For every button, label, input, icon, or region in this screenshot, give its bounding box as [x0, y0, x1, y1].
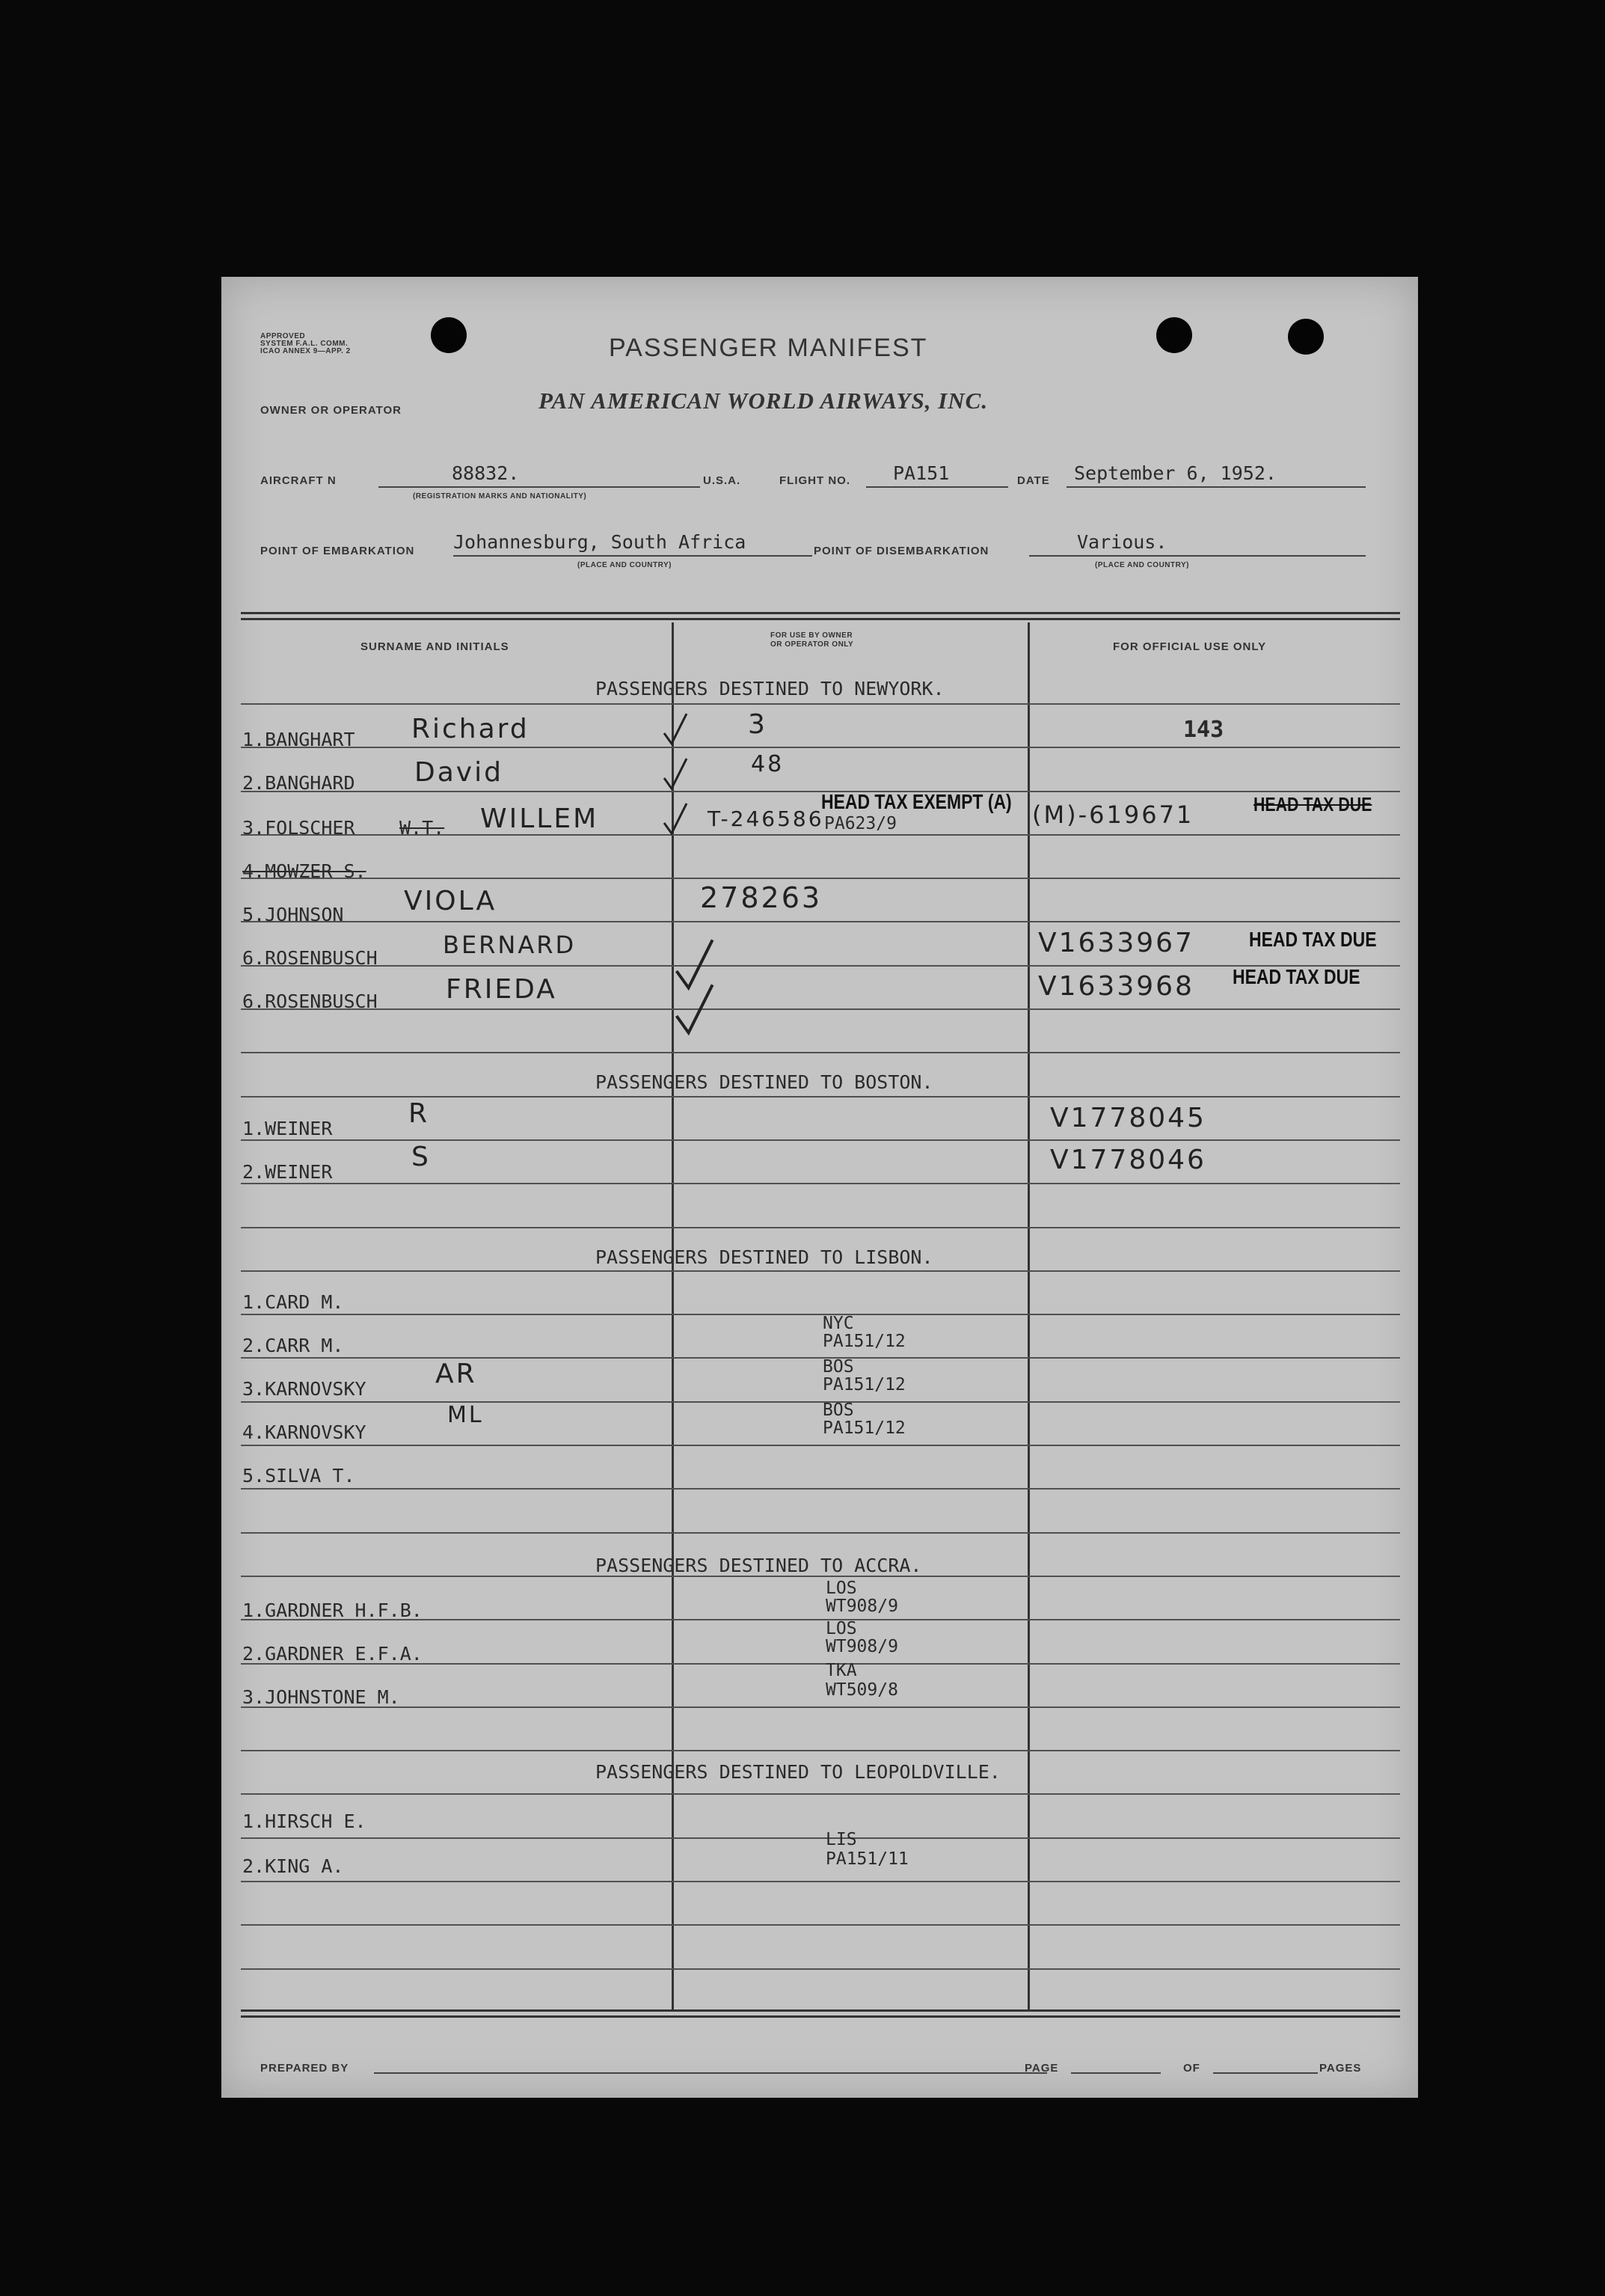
- flight-value: PA151: [893, 462, 950, 484]
- passenger-name: 6.ROSENBUSCH: [242, 991, 378, 1012]
- punch-hole: [431, 317, 467, 353]
- passenger-name: 5.SILVA T.: [242, 1465, 355, 1487]
- ruled-line: [241, 1357, 1400, 1359]
- punch-hole: [1156, 317, 1192, 353]
- handwritten-name: FRIEDA: [446, 974, 557, 1005]
- ruled-line: [241, 1532, 1400, 1534]
- owner-flight-ref: PA151/12: [823, 1375, 906, 1395]
- pages-label: PAGES: [1319, 2062, 1362, 2075]
- passenger-name: 2.BANGHARD: [242, 772, 355, 794]
- passenger-name: 2.WEINER: [242, 1161, 333, 1183]
- column-header-owner-1: FOR USE BY OWNER: [770, 631, 853, 640]
- ruled-line: [241, 1139, 1400, 1141]
- ruled-line: [241, 965, 1400, 967]
- ruled-line: [241, 747, 1400, 748]
- head-tax-exempt-stamp: HEAD TAX EXEMPT (A): [821, 790, 1012, 813]
- head-tax-due-stamp: HEAD TAX DUE: [1233, 965, 1360, 988]
- handwritten-initial: R: [408, 1098, 430, 1129]
- owner-code: 48: [751, 751, 785, 777]
- owner-label: OWNER OR OPERATOR: [260, 404, 402, 417]
- usa-label: U.S.A.: [703, 474, 741, 487]
- passenger-name: 1.CARD M.: [242, 1291, 344, 1313]
- owner-routing: NYC: [823, 1314, 854, 1333]
- date-label: DATE: [1017, 474, 1050, 487]
- embark-label: POINT OF EMBARKATION: [260, 545, 415, 557]
- passenger-name: 2.GARDNER E.F.A.: [242, 1643, 423, 1665]
- prepared-by-label: PREPARED BY: [260, 2062, 349, 2075]
- owner-flight-ref: PA151/11: [826, 1849, 909, 1869]
- handwritten-initials: ML: [447, 1402, 484, 1428]
- handwritten-initial: S: [411, 1142, 431, 1172]
- official-number: V1778046: [1050, 1145, 1206, 1175]
- aircraft-line: [378, 486, 700, 488]
- passenger-name: 3.FOLSCHER: [242, 817, 355, 839]
- passenger-name: 1.WEINER: [242, 1118, 333, 1139]
- handwritten-name: VIOLA: [404, 886, 497, 916]
- ruled-line: [241, 921, 1400, 922]
- owner-routing: TKA: [826, 1661, 857, 1680]
- handwritten-name: David: [414, 757, 503, 788]
- section-header-newyork: PASSENGERS DESTINED TO NEWYORK.: [595, 678, 945, 699]
- head-tax-due-stamp: HEAD TAX DUE: [1249, 928, 1377, 951]
- passenger-name: 2.CARR M.: [242, 1335, 344, 1356]
- official-number: (M)-619671: [1032, 800, 1194, 829]
- ruled-line: [241, 1750, 1400, 1751]
- owner-code: 3: [748, 709, 767, 740]
- ruled-line: [241, 1227, 1400, 1228]
- passenger-name: 2.KING A.: [242, 1855, 344, 1877]
- flight-line: [866, 486, 1008, 488]
- embark-caption: (PLACE AND COUNTRY): [577, 561, 672, 569]
- ruled-line: [241, 1183, 1400, 1184]
- owner-routing: LIS: [826, 1830, 857, 1849]
- owner-flight-ref: WT509/8: [826, 1680, 898, 1700]
- handwritten-name: WILLEM: [480, 803, 599, 834]
- owner-code: 278263: [700, 881, 823, 914]
- owner-ticket-number: T-246586: [708, 806, 824, 831]
- ruled-line: [241, 791, 1400, 792]
- approval-line-2: SYSTEM F.A.L. COMM.: [260, 340, 349, 348]
- ruled-line: [241, 1793, 1400, 1795]
- approval-line-3: ICAO ANNEX 9—APP. 2: [260, 347, 351, 355]
- handwritten-name: BERNARD: [443, 931, 577, 959]
- owner-flight-ref: WT908/9: [826, 1637, 898, 1656]
- approval-line-1: APPROVED: [260, 332, 306, 340]
- embark-value: Johannesburg, South Africa: [453, 531, 746, 553]
- owner-flight-ref: WT908/9: [826, 1597, 898, 1616]
- struck-initials: W.T.: [399, 817, 445, 839]
- ruled-line: [241, 1314, 1400, 1315]
- ruled-line: [241, 1096, 1400, 1098]
- footer-rule: [241, 2009, 1400, 2012]
- date-line: [1067, 486, 1366, 488]
- ruled-line: [241, 1270, 1400, 1272]
- disembark-value: Various.: [1077, 531, 1167, 553]
- owner-routing: LOS: [826, 1619, 857, 1638]
- column-divider: [1028, 622, 1030, 2011]
- section-header-lisbon: PASSENGERS DESTINED TO LISBON.: [595, 1246, 933, 1268]
- check-mark: [660, 711, 690, 748]
- passenger-name: 6.ROSENBUSCH: [242, 947, 378, 969]
- passenger-name: 5.JOHNSON: [242, 904, 344, 925]
- section-header-boston: PASSENGERS DESTINED TO BOSTON.: [595, 1071, 933, 1093]
- aircraft-label: AIRCRAFT N: [260, 474, 337, 487]
- column-header-surname: SURNAME AND INITIALS: [360, 640, 509, 653]
- ruled-line: [241, 1052, 1400, 1053]
- section-header-accra: PASSENGERS DESTINED TO ACCRA.: [595, 1555, 922, 1576]
- punch-hole: [1288, 319, 1324, 355]
- disembark-line: [1029, 555, 1366, 557]
- check-mark: [667, 980, 719, 1040]
- footer-rule: [241, 2015, 1400, 2018]
- ruled-line: [241, 703, 1400, 705]
- head-tax-due-stamp: HEAD TAX DUE: [1253, 793, 1372, 815]
- ruled-line: [241, 1881, 1400, 1882]
- registration-caption: (REGISTRATION MARKS AND NATIONALITY): [413, 492, 587, 500]
- ruled-line: [241, 1968, 1400, 1970]
- flight-label: FLIGHT NO.: [779, 474, 850, 487]
- of-label: OF: [1183, 2062, 1200, 2075]
- embark-line: [453, 555, 812, 557]
- prepared-by-line: [374, 2072, 1047, 2074]
- header-rule: [241, 612, 1400, 614]
- ruled-line: [241, 878, 1400, 879]
- disembark-label: POINT OF DISEMBARKATION: [814, 545, 989, 557]
- handwritten-name: Richard: [411, 714, 530, 744]
- owner-flight-ref: PA623/9: [824, 814, 897, 833]
- passenger-name: 1.HIRSCH E.: [242, 1810, 366, 1832]
- header-rule: [241, 618, 1400, 620]
- official-number: V1633967: [1038, 928, 1194, 958]
- check-mark: [660, 756, 690, 793]
- disembark-caption: (PLACE AND COUNTRY): [1095, 561, 1189, 569]
- page-title: PASSENGER MANIFEST: [609, 334, 928, 362]
- passenger-name: 4.MOWZER S.: [242, 860, 366, 882]
- passenger-name: 1.GARDNER H.F.B.: [242, 1599, 423, 1621]
- airline-name: PAN AMERICAN WORLD AIRWAYS, INC.: [538, 388, 989, 414]
- official-number: 143: [1183, 717, 1224, 743]
- section-header-leopoldville: PASSENGERS DESTINED TO LEOPOLDVILLE.: [595, 1761, 1001, 1783]
- ruled-line: [241, 1706, 1400, 1708]
- ruled-line: [241, 1445, 1400, 1446]
- date-value: September 6, 1952.: [1074, 462, 1277, 484]
- passenger-name: 4.KARNOVSKY: [242, 1421, 366, 1443]
- owner-routing: LOS: [826, 1579, 857, 1598]
- page-label: PAGE: [1025, 2062, 1059, 2075]
- ruled-line: [241, 1401, 1400, 1403]
- ruled-line: [241, 1924, 1400, 1926]
- manifest-sheet: [221, 277, 1418, 2098]
- handwritten-initials: AR: [435, 1359, 477, 1389]
- column-header-official: FOR OFFICIAL USE ONLY: [1113, 640, 1267, 653]
- owner-routing: BOS: [823, 1400, 854, 1420]
- owner-routing: BOS: [823, 1357, 854, 1377]
- ruled-line: [241, 1008, 1400, 1010]
- ruled-line: [241, 1488, 1400, 1490]
- of-line: [1213, 2072, 1318, 2074]
- aircraft-value: 88832.: [452, 462, 520, 484]
- page-line: [1071, 2072, 1161, 2074]
- check-mark: [660, 800, 690, 838]
- passenger-name: 3.KARNOVSKY: [242, 1378, 366, 1400]
- official-number: V1778045: [1050, 1103, 1206, 1133]
- official-number: V1633968: [1038, 971, 1194, 1002]
- owner-flight-ref: PA151/12: [823, 1332, 906, 1351]
- column-header-owner-2: OR OPERATOR ONLY: [770, 640, 854, 649]
- passenger-name: 3.JOHNSTONE M.: [242, 1686, 400, 1708]
- passenger-name: 1.BANGHART: [242, 729, 355, 750]
- owner-flight-ref: PA151/12: [823, 1418, 906, 1438]
- ruled-line: [241, 1837, 1400, 1839]
